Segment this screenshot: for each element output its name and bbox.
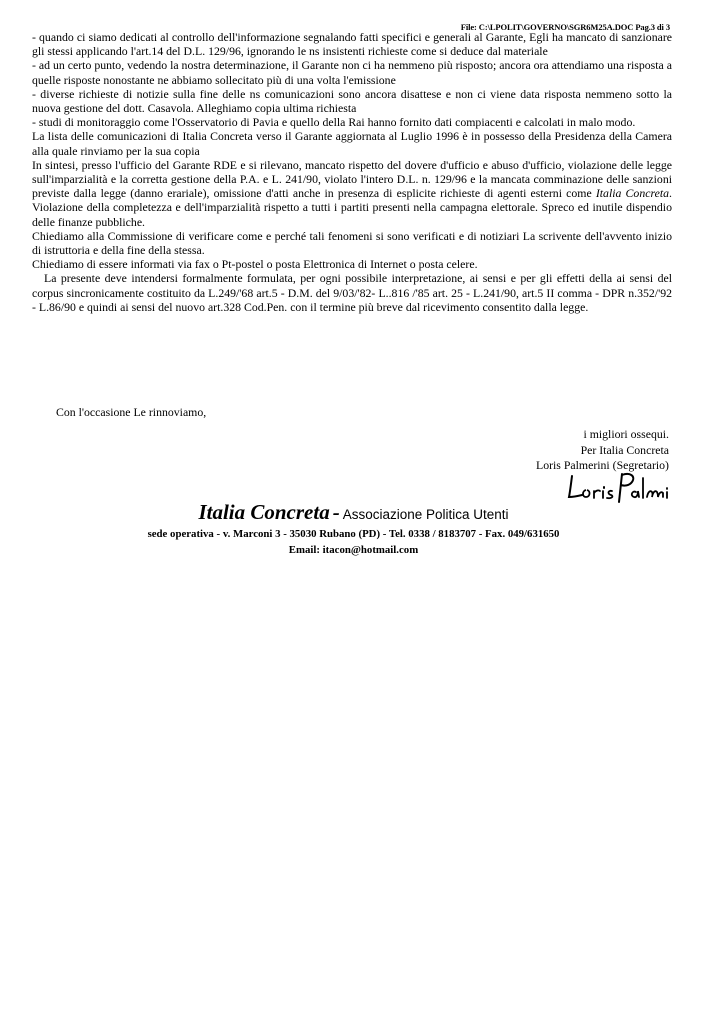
paragraph-no-reply: - ad un certo punto, vedendo la nostra determinazione, il Garante non ci ha nemmeno più risposto; ancora ora attendiamo una risposta a quelle risposte nonostante ne abbiamo sollecitato più di una volta l'emissione	[32, 58, 672, 87]
paragraph-formal-notice: La presente deve intendersi formalmente formulata, per ogni possibile interpretazione, ai sensi e per gli effetti della ai sensi del corpus sincronicamente costituito da L.249/'68 art.5 - D.M. del 9/03/'82- L..816 /'85 art. 25 - L.241/90, art.5 II comma - DPR n.352/'92 - L.86/90 e quindi ai sensi del nuovo art.328 Cod.Pen. con il termine più breve dal ricevimento consentito dalla legge.	[32, 271, 672, 314]
org-name: Italia Concreta	[198, 500, 330, 524]
paragraph-info-control: - quando ci siamo dedicati al controllo dell'informazione segnalando fatti specifici e generali al Garante, Egli ha mancato di sanzionare gli stessi applicando l'art.14 del D.L. 129/96, ignorando le ns insistenti richieste come si deduce dal materiale	[32, 30, 672, 59]
org-dash: -	[332, 500, 340, 524]
regards-line: i migliori ossequi.	[583, 427, 669, 441]
signoff-block	[536, 427, 669, 474]
synthesis-text-2: . Violazione della completezza e dell'imparzialità rispetto a tutti i partiti presenti nella campagna elettorale. Spreco ed inutile dispendio delle finanze pubbliche.	[32, 186, 672, 229]
paragraph-synthesis	[32, 158, 672, 229]
email-address: Email: itacon@hotmail.com	[288, 544, 419, 556]
synthesis-org-name: Italia Concreta	[595, 186, 670, 201]
handwritten-signature	[566, 470, 672, 504]
paragraph-monitoring-studies: - studi di monitoraggio come l'Osservatorio di Pavia e quello della Rai hanno fornito dati compiacenti e calcolati in malo modo.	[32, 115, 636, 130]
organization-title	[0, 500, 707, 525]
closing-line: Con l'occasione Le rinnoviamo,	[56, 405, 207, 419]
paragraph-communications-list: La lista delle comunicazioni di Italia Concreta verso il Garante aggiornata al Luglio 1996 è in possesso della Presidenza della Camera alla quale rinviamo per la sua copia	[32, 129, 672, 158]
office-address: sede operativa - v. Marconi 3 - 35030 Rubano (PD) - Tel. 0338 / 8183707 - Fax. 049/631650	[147, 528, 560, 540]
per-org-line: Per Italia Concreta	[580, 442, 669, 457]
signer-line: Loris Palmerini (Segretario)	[535, 458, 669, 472]
paragraph-request-verify: Chiediamo alla Commissione di verificare come e perché tali fenomeni si sono verificati e di notiziari La scrivente dell'avvento inizio di istruttoria e della fine della stessa.	[32, 228, 672, 258]
file-reference: File: C:\LPOLIT\GOVERNO\SGR6M25A.DOC Pag.3 di 3	[460, 22, 670, 32]
paragraph-request-inform: Chiediamo di essere informati via fax o Pt-postel o posta Elettronica di Internet o posta celere.	[32, 257, 478, 272]
paragraph-unanswered-requests: - diverse richieste di notizie sulla fine delle ns comunicazioni sono ancora disattese e non ci viene data risposta nemmeno sotto la nuova gestione del dott. Casavola. Alleghiamo copia ultima richiesta	[32, 86, 672, 116]
letter-body	[32, 30, 672, 314]
synthesis-text-1: In sintesi, presso l'ufficio del Garante RDE e si rilevano, mancato rispetto del dovere d'ufficio e abuso d'ufficio, violazione delle legge sull'imparzialità e la corretta gestione della P.A. e L. 241/90, violato l'intero D.L. n. 129/96 e la mancata comminazione delle sanzioni previste dalla legge (danno erariale), omissione d'atti anche in presenza di esplicite richieste di agenti esterni come	[32, 157, 672, 201]
org-subtitle: Associazione Politica Utenti	[342, 507, 509, 522]
